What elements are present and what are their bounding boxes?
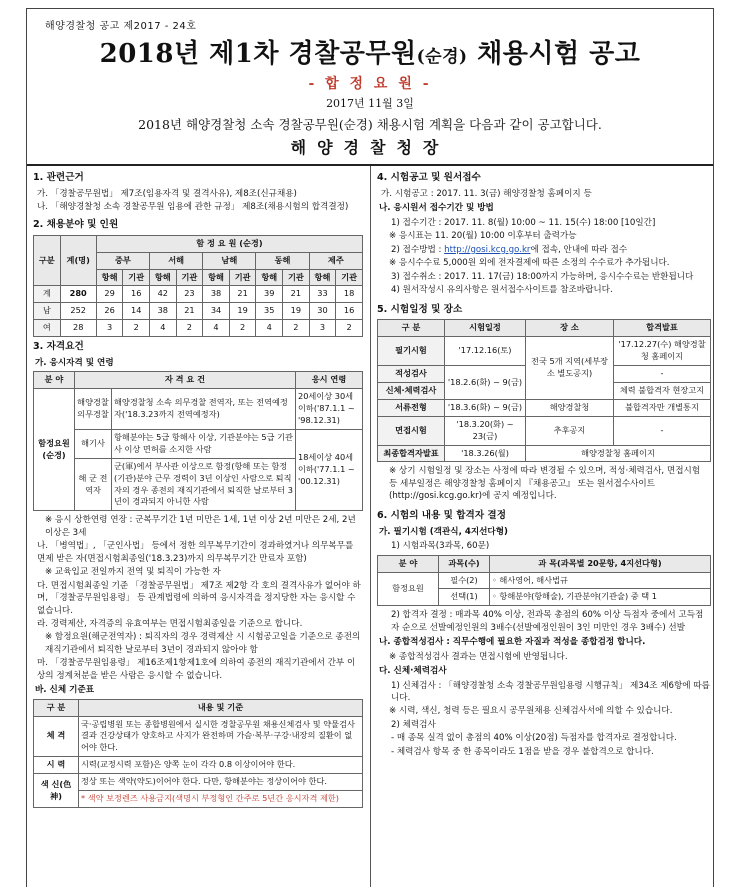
cell: 35 <box>256 303 283 320</box>
agency-name: 해양경찰청장 <box>290 138 450 157</box>
cell: 33 <box>309 286 336 303</box>
sched-date: '17.12.16(토) <box>445 337 526 366</box>
note: ※ 응시표는 11. 20(월) 10:00 이후부터 출력가능 <box>389 231 577 242</box>
sched-date: '18.3.20(화) ~ 23(금) <box>445 416 526 445</box>
cell: 38 <box>150 303 177 320</box>
table-header: 분 야 <box>378 555 439 572</box>
table-header: 시험일정 <box>445 320 526 337</box>
table-header: 장 소 <box>526 320 614 337</box>
table-header: 합격발표 <box>614 320 711 337</box>
sched-key: 면접시험 <box>378 416 445 445</box>
body-key: 시 력 <box>34 757 79 774</box>
subject-field: 함정요원 <box>378 572 439 606</box>
qual-req: 군(軍)에서 부사관 이상으로 함정(항해 또는 함정(기관)분야 근무 경력이 3년 이상인 사람으로 퇴직자의 경우 종전의 재직기관에서 퇴직한 날로부터 3년이 경과되지 아니한 사람 <box>112 458 296 511</box>
sched-place: 해양경찰청 <box>526 399 614 416</box>
notice-page <box>26 8 714 887</box>
body-value: 정상 또는 색약(약도)이어야 한다. 다만, 항해분야는 정상이어야 한다. <box>79 774 363 791</box>
sub-header: 항해 <box>309 269 336 286</box>
table-header: 함 정 요 원 (순경) <box>96 235 362 252</box>
table-header: 구분 <box>34 235 61 286</box>
left-column <box>33 169 363 811</box>
section-title: 4. 시험공고 및 원서접수 <box>377 172 481 183</box>
intro-text: 2018년 해양경찰청 소속 경찰공무원(순경) 채용시험 계획을 다음과 같이 공고합니다. <box>138 117 602 132</box>
section-title: 1. 관련근거 <box>33 172 84 183</box>
table-row <box>34 286 363 303</box>
cell: 38 <box>203 286 230 303</box>
sched-place: 전국 5개 지역(세부장소 별도공지) <box>526 337 614 400</box>
cell: 21 <box>229 286 256 303</box>
title-rank: (순경) <box>416 47 468 67</box>
sched-key: 신체·체력검사 <box>378 383 445 400</box>
paragraph: 2) 합격자 결정 : 매과목 40% 이상, 전과목 총점의 60% 이상 득점자 중에서 고득점자 순으로 선발예정인원의 3배수(선발예정인원이 3인 미만인 경우 3배수) 선발 <box>391 610 704 633</box>
qual-age: 18세이상 40세이하('77.1.1 ~ '00.12.31) <box>296 429 363 510</box>
subsection-title: 가. 응시자격 및 연령 <box>35 357 114 368</box>
cell: 3 <box>96 320 123 337</box>
paragraph: 1) 신체검사 : 「해양경찰청 소속 경찰공무원임용령 시행규칙」 제34조 제6항에 따릅니다. <box>391 680 710 704</box>
cell: 39 <box>256 286 283 303</box>
table-header: 과 목(과목별 20문항, 4지선다형) <box>490 555 711 572</box>
cell: 21 <box>283 286 310 303</box>
qual-age: 20세이상 30세이하('87.1.1 ~ '98.12.31) <box>296 389 363 430</box>
cell: 19 <box>283 303 310 320</box>
table-header: 분 야 <box>34 372 75 389</box>
sub-header: 항해 <box>96 269 123 286</box>
paragraph: 2) 체력검사 <box>391 719 436 730</box>
note: ※ 함정요원(해군전역자) : 퇴직자의 경우 경력제산 시 시험공고일을 기준으로 종전의 재직기관에서 퇴직한 날로부터 3년이 경과되지 않아야 함 <box>45 632 361 655</box>
paragraph: 가. 시험공고 : 2017. 11. 3(금) 해양경찰청 홈페이지 등 <box>381 188 592 199</box>
subject-table <box>377 555 711 607</box>
cell: 2 <box>336 320 363 337</box>
paragraph: 다. 면접시험최종일 기준 「경찰공무원법」 제7조 제2항 각 호의 결격사유가 없어야 하며, 「경찰공무원임용령」 등 관계법령에 의하여 응시자격을 정지당한 자는 응시할 수 없습니다. <box>37 580 361 616</box>
paragraph: - 매 종목 실격 없이 총점의 40% 이상(20점) 득점자를 합격자로 결정합니다. <box>391 733 677 744</box>
row-total: 252 <box>60 303 96 320</box>
sched-key: 서류전형 <box>378 399 445 416</box>
table-row <box>34 716 363 757</box>
table-row <box>378 572 711 589</box>
sub-header: 기관 <box>123 269 150 286</box>
cell: 19 <box>229 303 256 320</box>
table-row <box>34 389 363 430</box>
sub-header: 기관 <box>336 269 363 286</box>
cell: 16 <box>336 303 363 320</box>
table-row <box>378 399 711 416</box>
qualification-table <box>33 371 363 511</box>
cell: 29 <box>96 286 123 303</box>
subject-value: ◦ 해사영어, 해사법규 <box>490 572 711 589</box>
region-header: 동해 <box>256 252 309 269</box>
recruit-table <box>33 235 363 337</box>
table-row <box>34 757 363 774</box>
subject-value: ◦ 항해분야(항해술), 기관분야(기관술) 중 택 1 <box>490 589 711 606</box>
paragraph: 라. 경력제산, 자격증의 유효여부는 면접시험최종일을 기준으로 합니다. <box>37 618 303 629</box>
text: 에 접속, 안내에 따라 접수 <box>530 244 628 255</box>
page-subtitle: - 합 정 요 원 - <box>308 76 432 92</box>
row-total: 280 <box>60 286 96 303</box>
table-header: 자 격 요 건 <box>75 372 296 389</box>
subject-kind: 선택(1) <box>439 589 490 606</box>
sched-date: '18.3.26(월) <box>445 445 526 462</box>
section-title: 3. 자격요건 <box>33 341 84 353</box>
note: ※ 종합적성검사 결과는 면접시험에 반영됩니다. <box>389 651 568 662</box>
body-key: 색 신(色神) <box>34 774 79 808</box>
paragraph: 나. 「해양경찰청 소속 경찰공무원 임용에 관한 규정」 제8조(채용시험의 합격결정) <box>37 202 349 213</box>
body-standard-table <box>33 699 363 808</box>
subsection-title: 나. 종합적성검사 : 직무수행에 필요한 자질과 적성을 종합검정 합니다. <box>379 637 646 648</box>
sched-place: 해양경찰청 홈페이지 <box>526 445 711 462</box>
table-header: 응시 연령 <box>296 372 363 389</box>
table-header: 계(명) <box>60 235 96 286</box>
table-row <box>34 303 363 320</box>
cell: 2 <box>283 320 310 337</box>
cell: 42 <box>150 286 177 303</box>
cell: 34 <box>203 303 230 320</box>
sub-header: 기관 <box>283 269 310 286</box>
qual-req: 해양경찰청 소속 의무경찰 전역자, 또는 전역예정자('18.3.23까지 전역예정자) <box>112 389 296 430</box>
table-row <box>34 774 363 791</box>
row-total: 28 <box>60 320 96 337</box>
paragraph: 마. 「경찰공무원임용령」 제16조제1항제1호에 의하여 종전의 재직기관에서 간부 이상의 정계처분을 받은 사람은 응시할 수 없습니다. <box>37 658 356 681</box>
subject-kind: 필수(2) <box>439 572 490 589</box>
title-main: 2018년 제1차 경찰공무원 <box>99 39 417 69</box>
sched-result: '17.12.27(수) 해양경찰청 홈페이지 <box>614 337 711 366</box>
cell: 2 <box>229 320 256 337</box>
page-title <box>27 33 713 70</box>
region-header: 남해 <box>203 252 256 269</box>
cell: 3 <box>309 320 336 337</box>
table-header: 내용 및 기준 <box>79 699 363 716</box>
sub-header: 항해 <box>256 269 283 286</box>
sched-result: - <box>614 416 711 445</box>
cell: 16 <box>123 286 150 303</box>
cell: 2 <box>176 320 203 337</box>
table-header: 구 분 <box>378 320 445 337</box>
sub-header: 기관 <box>229 269 256 286</box>
cell: 4 <box>203 320 230 337</box>
body-value: 국·공립병원 또는 종합병원에서 실시한 경찰공무원 채용신체검사 및 약물검사 결과 건강상태가 양호하고 사지가 완전하며 가슴·복부·구강·내장의 질환이 없어야 한다. <box>79 716 363 757</box>
column-divider <box>370 166 371 887</box>
table-row <box>34 791 363 808</box>
sched-result: 체력 불합격자 현장고지 <box>614 383 711 400</box>
sched-key: 필기시험 <box>378 337 445 366</box>
paragraph: - 체력검사 항목 중 한 종목이라도 1점을 받을 경우 불합격으로 합니다. <box>391 746 654 757</box>
row-label: 계 <box>34 286 61 303</box>
body-value: * 색약 보정렌즈 사용금지(색명시 부정형인 간주로 5년간 응시자격 제한) <box>79 791 363 808</box>
sub-header: 항해 <box>203 269 230 286</box>
cell: 21 <box>176 303 203 320</box>
region-header: 제주 <box>309 252 362 269</box>
paragraph: 3) 접수취소 : 2017. 11. 17(금) 18:00까지 가능하며, 응시수수료는 반환됩니다 <box>391 271 694 282</box>
qual-req: 항해분야는 5급 항해사 이상, 기관분야는 5급 기관사 이상 면허를 소지한 사람 <box>112 429 296 458</box>
table-header: 구 분 <box>34 699 79 716</box>
note: ※ 응시 상한연령 연장 : 군복무기간 1년 미만은 1세, 1년 이상 2년 미만은 2세, 2년 이상은 3세 <box>45 515 356 538</box>
notice-number: 해양경찰청 공고 제2017 - 24호 <box>45 21 197 32</box>
cell: 14 <box>123 303 150 320</box>
sched-key: 적성검사 <box>378 366 445 383</box>
table-row <box>378 416 711 445</box>
qual-type: 해 군 전역자 <box>75 458 112 511</box>
cell: 23 <box>176 286 203 303</box>
sched-result: - <box>614 366 711 383</box>
gosi-link[interactable]: http://gosi.kcg.go.kr <box>444 244 531 255</box>
sched-date: '18.2.6(화) ~ 9(금) <box>445 366 526 400</box>
table-row <box>378 445 711 462</box>
qual-type: 해기사 <box>75 429 112 458</box>
subsection-title: 나. 응시원서 접수기간 및 방법 <box>379 203 494 214</box>
region-header: 중부 <box>96 252 149 269</box>
cell: 30 <box>309 303 336 320</box>
announce-date: 2017년 11월 3일 <box>326 97 414 110</box>
sched-result: 불합격자만 개별통지 <box>614 399 711 416</box>
body-key: 체 격 <box>34 716 79 757</box>
row-label: 남 <box>34 303 61 320</box>
table-row <box>378 337 711 366</box>
paragraph: 1) 시험과목(3과목, 60문) <box>391 541 490 552</box>
paragraph: 가. 「경찰공무원법」 제7조(임용자격 및 결격사유), 제8조(신규채용) <box>37 188 297 199</box>
cell: 4 <box>256 320 283 337</box>
cell: 18 <box>336 286 363 303</box>
text: 2) 접수방법 : <box>391 244 445 255</box>
row-label: 여 <box>34 320 61 337</box>
section-title: 5. 시험일정 및 장소 <box>377 303 463 315</box>
table-row <box>34 320 363 337</box>
sched-place: 추후공지 <box>526 416 614 445</box>
paragraph: 1) 접수기간 : 2017. 11. 8(월) 10:00 ~ 11. 15(수) 18:00 [10일간] <box>391 217 656 228</box>
cell: 4 <box>150 320 177 337</box>
region-header: 서해 <box>150 252 203 269</box>
field-cell: 함정요원(순경) <box>34 389 75 511</box>
table-header: 과목(수) <box>439 555 490 572</box>
paragraph <box>391 244 711 256</box>
table-row <box>34 429 363 458</box>
subsection-title: 바. 신체 기준표 <box>35 685 95 696</box>
note: ※ 응시수수료 5,000원 외에 전자결제에 따른 소정의 수수료가 추가됩니다. <box>389 258 670 269</box>
subsection-title: 다. 신체·체력검사 <box>379 666 447 677</box>
note: ※ 시력, 색신, 청력 등은 필요시 공무원채용 신체검사서에 의할 수 있습니다. <box>389 706 673 717</box>
cell: 26 <box>96 303 123 320</box>
sub-header: 항해 <box>150 269 177 286</box>
subsection-title: 가. 필기시험 (객관식, 4지선다형) <box>379 526 508 537</box>
section-title: 6. 시험의 내용 및 합격자 결정 <box>377 509 506 521</box>
body-value: 시력(교정시력 포함)은 양쪽 눈이 각각 0.8 이상이어야 한다. <box>79 757 363 774</box>
qual-type: 해양경찰 의무경찰 <box>75 389 112 430</box>
right-column <box>377 169 711 759</box>
schedule-table <box>377 319 711 462</box>
sched-key: 최종합격자발표 <box>378 445 445 462</box>
cell: 2 <box>123 320 150 337</box>
paragraph: 나. 「병역법」, 「군인사법」 등에서 정한 의무복무기간이 경과하였거나 의무복무를 면제 받은 자(면접시험최종일('18.3.23)까지 의무복무기간 만료자 포함) <box>37 541 354 564</box>
note: ※ 교육입교 전일까지 전역 및 퇴직이 가능한 자 <box>45 567 221 578</box>
paragraph: 4) 원서작성시 유의사항은 원서접수사이트를 참조바랍니다. <box>391 285 613 296</box>
sched-date: '18.3.6(화) ~ 9(금) <box>445 399 526 416</box>
note: ※ 상기 시험일정 및 장소는 사정에 따라 변경될 수 있으며, 적성·체력검사, 면접시험 등 세부일정은 해양경찰청 홈페이지 『채용공고』 또는 원서접수사이트(http://gosi.kcg.go.kr)에 공지 예정입니다. <box>389 466 701 502</box>
section-title: 2. 채용분야 및 인원 <box>33 218 119 230</box>
title-end: 채용시험 공고 <box>467 39 641 69</box>
sub-header: 기관 <box>176 269 203 286</box>
